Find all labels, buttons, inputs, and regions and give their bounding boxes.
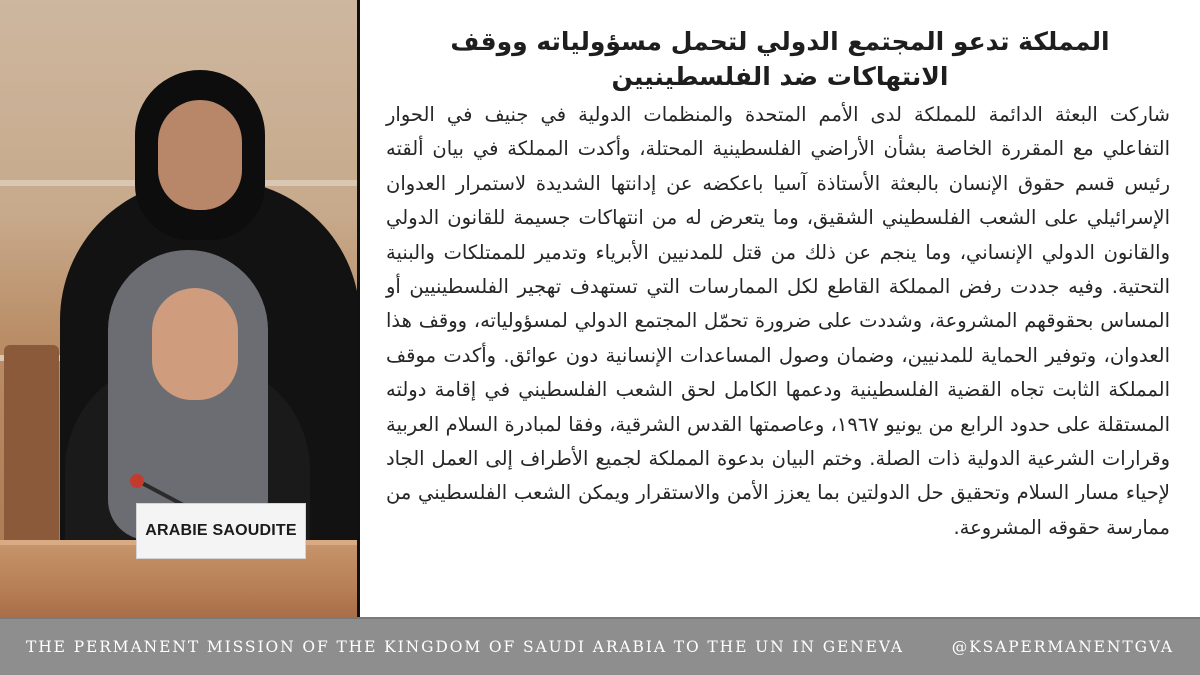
conference-photo <box>0 0 357 617</box>
chair <box>4 345 59 545</box>
article-body: شاركت البعثة الدائمة للمملكة لدى الأمم المتحدة والمنظمات الدولية في جنيف في الحوار التفاعلي مع المقررة الخاصة بشأن الأراضي الفلسطينية المحتلة، وأكدت المملكة في بيان ألقته رئيس قسم حقوق الإنسان بالبعثة الأستاذة آسيا باعكضه عن إدانتها الشديدة لاستمرار العدوان الإسرائيلي على الشعب الفلسطيني الشقيق، وما يتعرض له من انتهاكات جسيمة للقانون الدولي والقانون الدولي الإنساني، وما ينجم عن ذلك من قتل للمدنيين الأبرياء وتدمير للممتلكات والبنية التحتية. وفيه جددت رفض المملكة القاطع لكل الممارسات التي تستهدف تهجير الفلسطينيين أو المساس بحقوقهم المشروعة، وشددت على ضرورة تحمّل المجتمع الدولي لمسؤولياته، ووقف هذا العدوان، وتوفير الحماية للمدنيين، وضمان وصول المساعدات الإنسانية دون عوائق. وأكدت موقف المملكة الثابت تجاه القضية الفلسطينية ودعمها الكامل لحق الشعب الفلسطيني في إقامة دولته المستقلة على حدود الرابع من يونيو ١٩٦٧، وعاصمتها القدس الشرقية، وفقا لمبادرة السلام العربية وقرارات الشرعية الدولية ذات الصلة. وختم البيان بدعوة المملكة لجميع الأطراف إلى العمل الجاد لإحياء مسار السلام وتحقيق حل الدولتين بما يعزز الأمن والاستقرار ويمكن الشعب الفلسطيني من ممارسة حقوقه المشروعة. <box>386 103 1170 539</box>
footer-bar <box>0 617 1200 675</box>
footer-handle: @KSAPERMANENTGVA <box>951 638 1174 656</box>
country-nameplate: ARABIE SAOUDITE <box>136 503 306 559</box>
article-panel <box>360 0 1200 617</box>
article-headline: المملكة تدعو المجتمع الدولي لتحمل مسؤولياته ووقف الانتهاكات ضد الفلسطينيين <box>450 27 1110 91</box>
microphone-icon <box>130 474 144 488</box>
footer-mission-name: THE PERMANENT MISSION OF THE KINGDOM OF SAUDI ARABIA TO THE UN IN GENEVA <box>26 638 904 656</box>
standing-delegate-face <box>158 100 242 210</box>
speaking-delegate-face <box>152 288 238 400</box>
